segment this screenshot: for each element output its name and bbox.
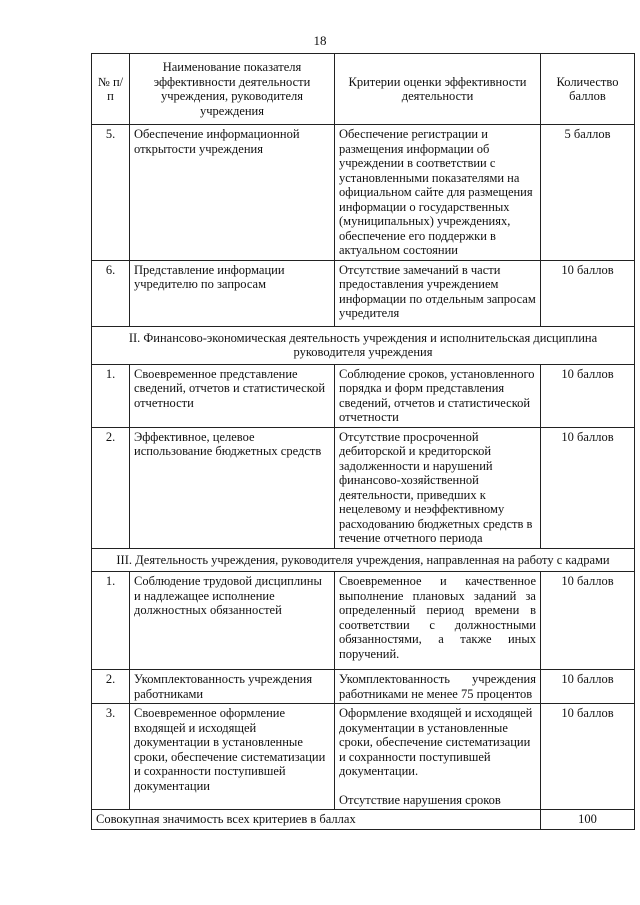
row-indicator: Эффективное, целевое использование бюджетных средств	[130, 427, 335, 548]
row-criteria: Своевременное и качественное выполнение плановых заданий за определенный период времени в соответствии с должностными обязанностями, а также иных поручений.	[335, 572, 541, 670]
total-value: 100	[541, 810, 635, 830]
row-indicator: Представление информации учредителю по запросам	[130, 260, 335, 326]
row-num: 3.	[92, 704, 130, 810]
row-criteria: Укомплектованность учреждения работниками не менее 75 процентов	[335, 670, 541, 704]
row-criteria: Отсутствие замечаний в части предоставления учреждением информации по отдельным запросам учредителя	[335, 260, 541, 326]
row-num: 2.	[92, 670, 130, 704]
row-criteria: Обеспечение регистрации и размещения информации об учреждении в соответствии с установленными показателями на официальном сайте для размещения информации о государственных (муниципальных) учреждениях, обеспечение его поддержки в актуальном состоянии	[335, 125, 541, 261]
table-row	[92, 125, 635, 261]
header-num: № п/п	[92, 54, 130, 125]
row-points: 10 баллов	[541, 572, 635, 670]
section-row	[92, 548, 635, 572]
row-criteria: Отсутствие просроченной дебиторской и кредиторской задолженности и нарушений финансово-хозяйственной деятельности, приведших к нецелевому и неэффективному расходованию бюджетных средств в течение отчетного периода	[335, 427, 541, 548]
table-row	[92, 704, 635, 810]
row-indicator: Своевременное оформление входящей и исходящей документации в установленные сроки, обеспечение систематизации и сохранности поступившей документации	[130, 704, 335, 810]
table-row	[92, 364, 635, 427]
row-num: 2.	[92, 427, 130, 548]
row-indicator: Соблюдение трудовой дисциплины и надлежащее исполнение должностных обязанностей	[130, 572, 335, 670]
row-criteria-extra: Отсутствие нарушения сроков	[339, 792, 501, 807]
total-row	[92, 810, 635, 830]
page-number: 18	[313, 33, 327, 48]
table-row	[92, 572, 635, 670]
header-points: Количество баллов	[541, 54, 635, 125]
row-criteria	[335, 704, 541, 810]
row-num: 1.	[92, 364, 130, 427]
row-indicator: Своевременное представление сведений, отчетов и статистической отчетности	[130, 364, 335, 427]
row-num: 5.	[92, 125, 130, 261]
row-indicator: Обеспечение информационной открытости учреждения	[130, 125, 335, 261]
row-num: 1.	[92, 572, 130, 670]
row-indicator: Укомплектованность учреждения работниками	[130, 670, 335, 704]
table-row	[92, 670, 635, 704]
total-label: Совокупная значимость всех критериев в баллах	[92, 810, 541, 830]
row-points: 10 баллов	[541, 427, 635, 548]
row-criteria: Соблюдение сроков, установленного порядка и форм представления сведений, отчетов и статистической отчетности	[335, 364, 541, 427]
section-row	[92, 326, 635, 364]
criteria-table	[91, 53, 635, 830]
section-title-2: II. Финансово-экономическая деятельность учреждения и исполнительская дисциплина руководителя учреждения	[92, 326, 635, 364]
header-indicator: Наименование показателя эффективности деятельности учреждения, руководителя учреждения	[130, 54, 335, 125]
section-title-3: III. Деятельность учреждения, руководителя учреждения, направленная на работу с кадрами	[92, 548, 635, 572]
row-points: 10 баллов	[541, 260, 635, 326]
row-num: 6.	[92, 260, 130, 326]
header-criteria: Критерии оценки эффективности деятельности	[335, 54, 541, 125]
table-row	[92, 427, 635, 548]
row-criteria-main: Оформление входящей и исходящей документации в установленные сроки, обеспечение систематизации и сохранности поступившей документации.	[339, 706, 533, 778]
table-row	[92, 260, 635, 326]
row-points: 5 баллов	[541, 125, 635, 261]
row-points: 10 баллов	[541, 704, 635, 810]
row-points: 10 баллов	[541, 670, 635, 704]
row-points: 10 баллов	[541, 364, 635, 427]
table-header-row	[92, 54, 635, 125]
